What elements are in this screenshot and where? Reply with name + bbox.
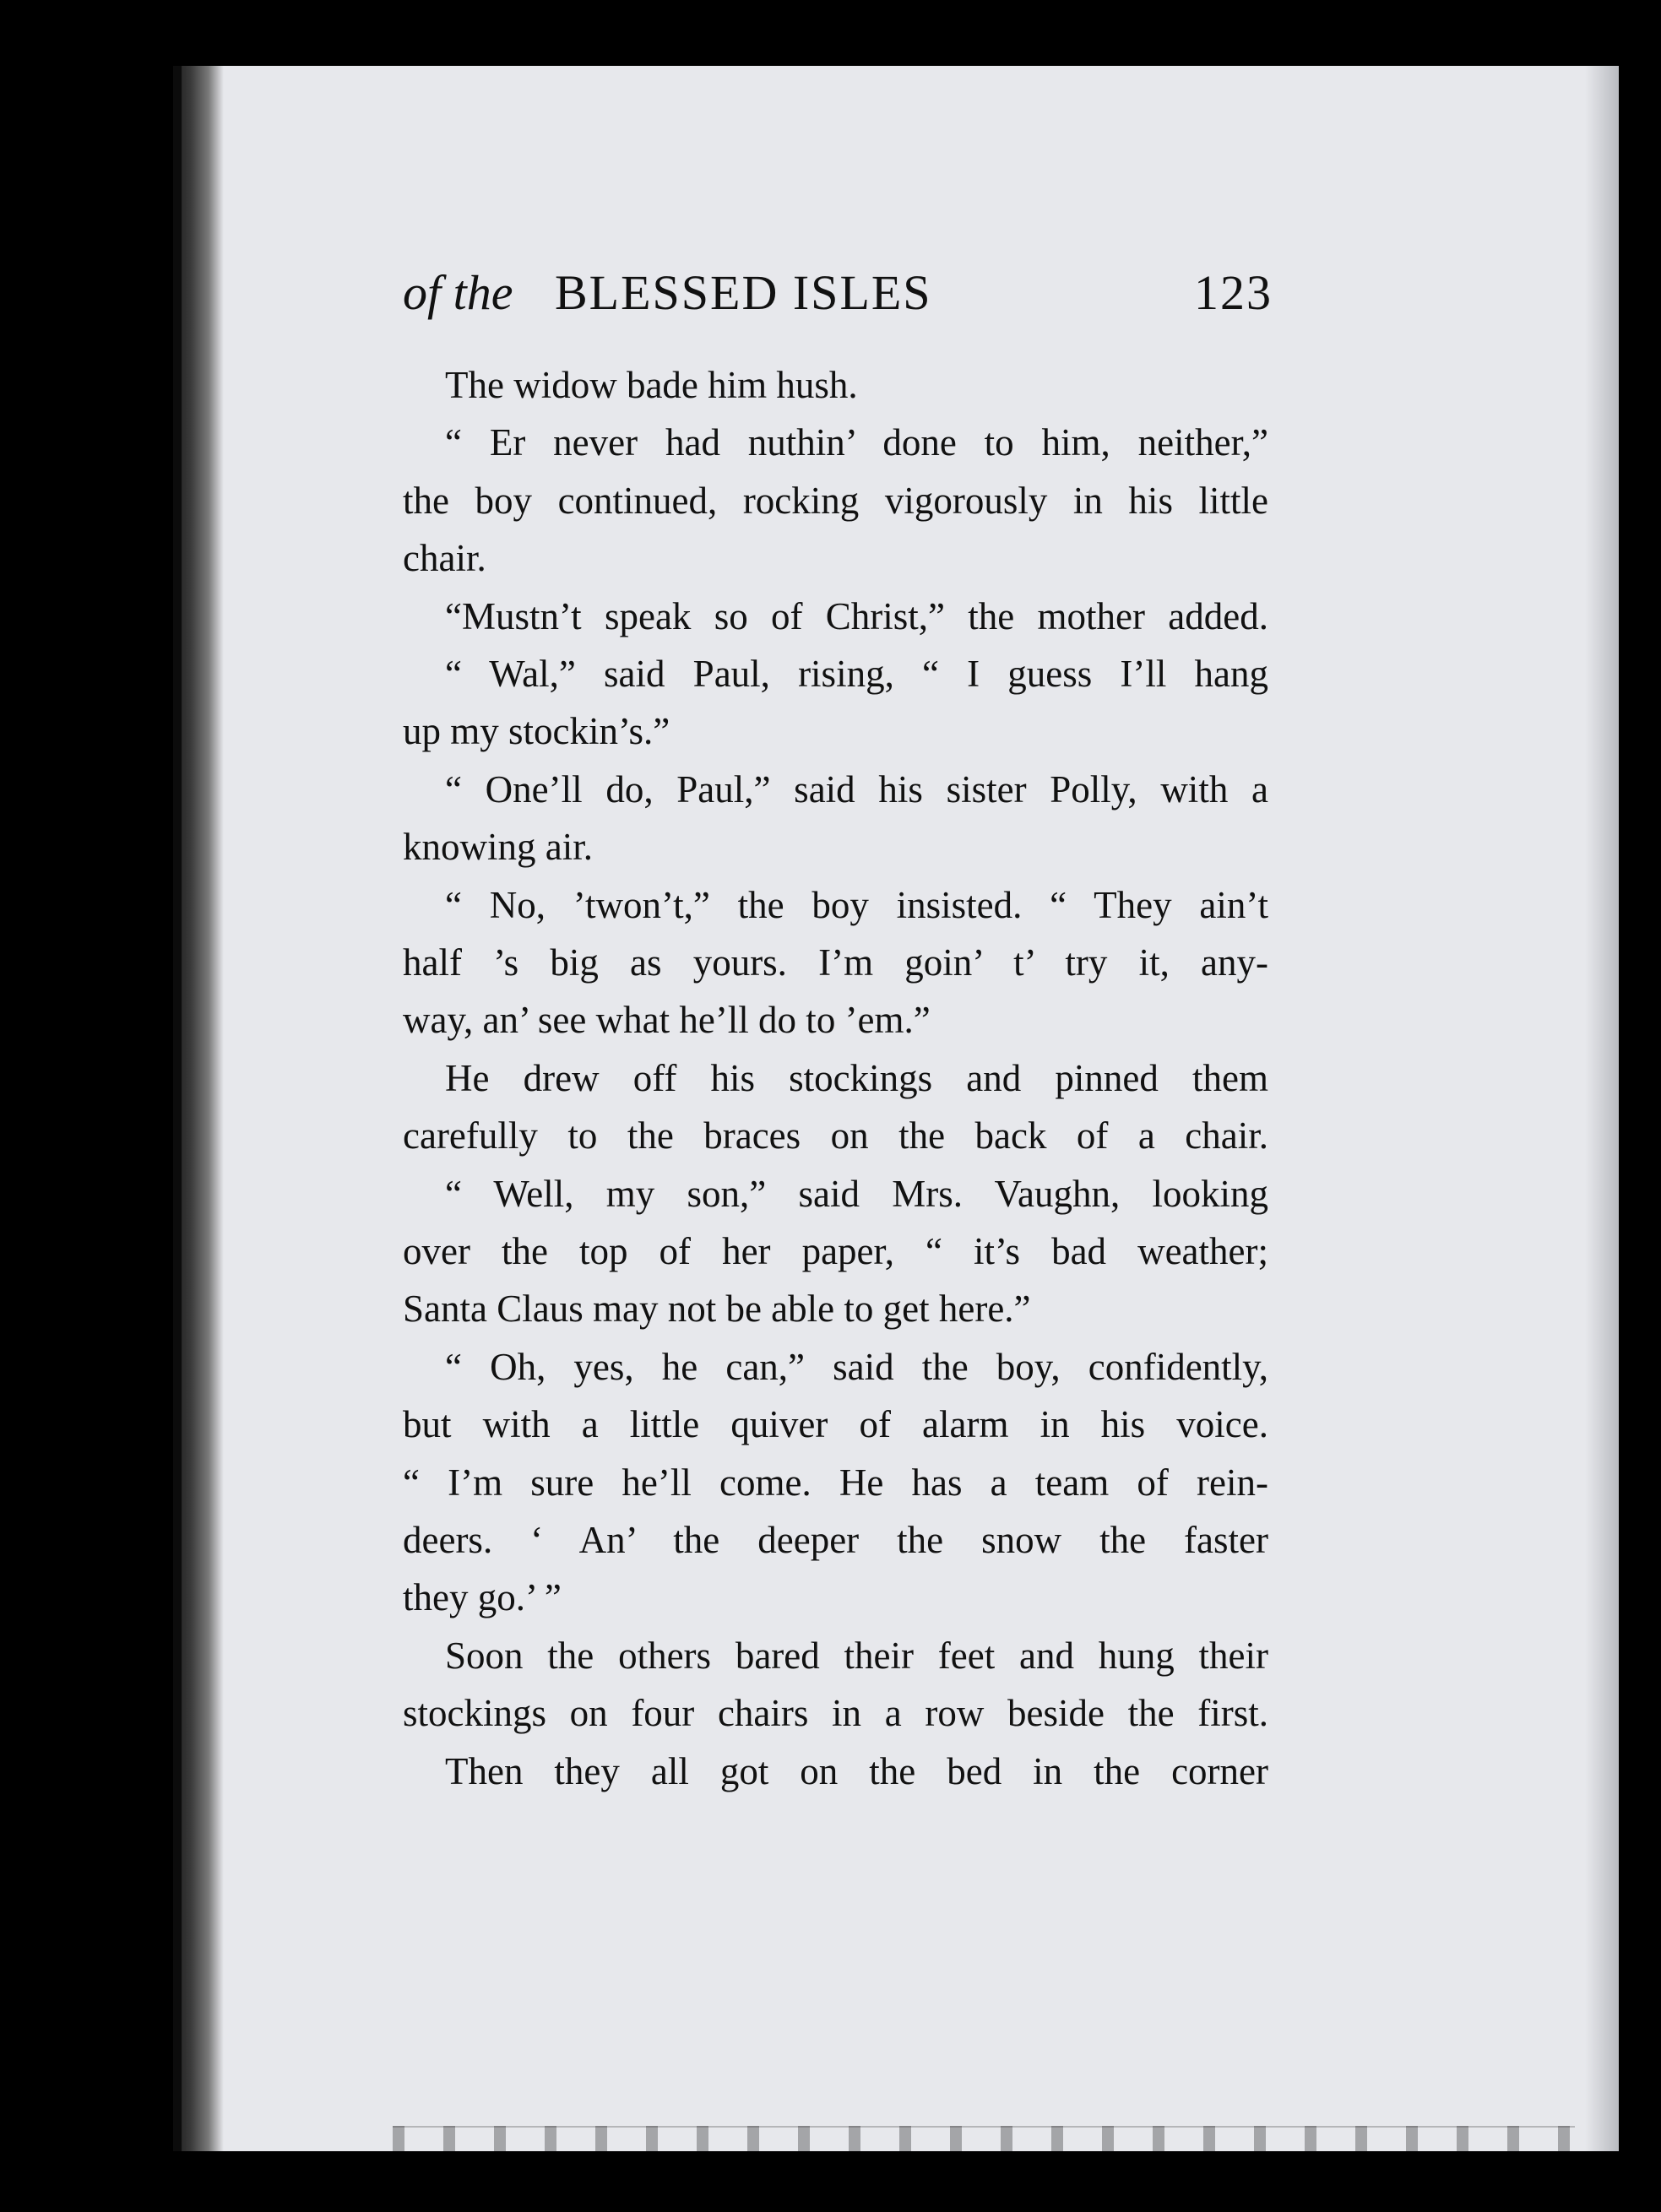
page-right-edge-shadow bbox=[1585, 66, 1619, 2151]
text-line: half ’s big as yours. I’m goin’ t’ try it, any- bbox=[403, 941, 1268, 984]
text-line: Then they all got on the bed in the corner bbox=[445, 1750, 1268, 1792]
text-line: knowing air. bbox=[403, 826, 593, 868]
running-header bbox=[403, 263, 1273, 331]
text-line: chair. bbox=[403, 537, 486, 579]
text-line: way, an’ see what he’ll do to ’em.” bbox=[403, 999, 931, 1041]
text-line: the boy continued, rocking vigorously in his little bbox=[403, 480, 1268, 522]
text-line: they go.’ ” bbox=[403, 1576, 562, 1618]
text-line: carefully to the braces on the back of a chair. bbox=[403, 1114, 1268, 1157]
text-line: “ Wal,” said Paul, rising, “ I guess I’ll hang bbox=[445, 653, 1268, 695]
text-line: stockings on four chairs in a row beside the first. bbox=[403, 1692, 1268, 1734]
text-line: up my stockin’s.” bbox=[403, 710, 670, 752]
text-line: Santa Claus may not be able to get here.” bbox=[403, 1288, 1031, 1330]
scan-smudge bbox=[393, 2126, 1575, 2151]
text-line: “ No, ’twon’t,” the boy insisted. “ They ain’t bbox=[445, 884, 1268, 926]
page-number: 123 bbox=[1194, 265, 1273, 320]
text-line: “ Er never had nuthin’ done to him, neither,” bbox=[445, 421, 1268, 464]
text-line: He drew off his stockings and pinned them bbox=[445, 1057, 1268, 1099]
text-line: The widow bade him hush. bbox=[445, 364, 858, 406]
text-line: “ I’m sure he’ll come. He has a team of rein- bbox=[403, 1461, 1268, 1504]
header-italic-text: of the bbox=[403, 265, 513, 320]
text-line: “ Oh, yes, he can,” said the boy, confidently, bbox=[445, 1346, 1268, 1388]
text-line: over the top of her paper, “ it’s bad weather; bbox=[403, 1230, 1268, 1272]
text-line: “ One’ll do, Paul,” said his sister Polly, with a bbox=[445, 768, 1268, 811]
text-line: deers. ‘ An’ the deeper the snow the faster bbox=[403, 1519, 1268, 1561]
header-title: BLESSED ISLES bbox=[555, 265, 932, 320]
text-line: “Mustn’t speak so of Christ,” the mother added. bbox=[445, 595, 1268, 637]
text-line: Soon the others bared their feet and hung their bbox=[445, 1635, 1268, 1677]
page-spine-edge bbox=[173, 66, 182, 2151]
text-line: “ Well, my son,” said Mrs. Vaughn, looking bbox=[445, 1173, 1268, 1215]
text-line: but with a little quiver of alarm in his voice. bbox=[403, 1403, 1268, 1445]
